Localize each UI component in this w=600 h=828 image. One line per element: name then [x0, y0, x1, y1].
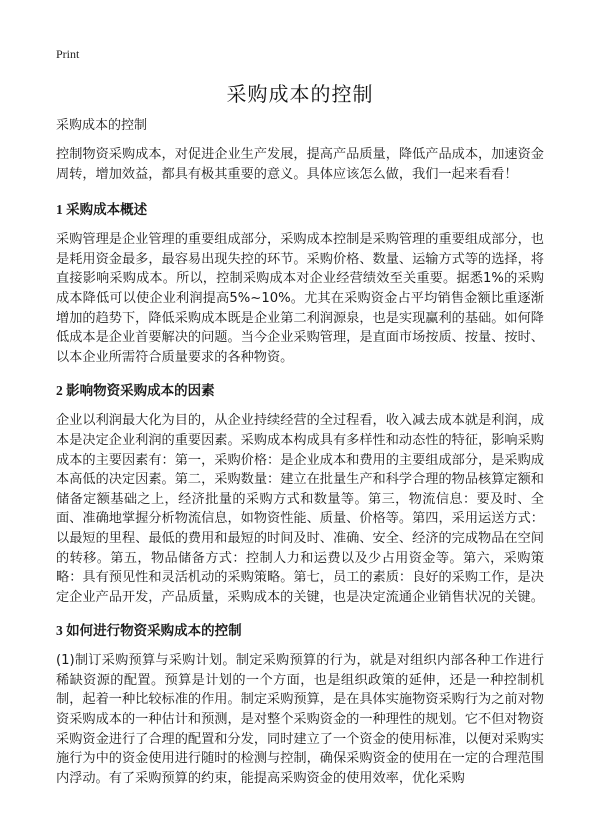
- section-factors: [56, 381, 544, 607]
- document-body: [56, 116, 544, 802]
- section-heading: 1 采购成本概述: [56, 202, 148, 218]
- section-control: [56, 621, 544, 788]
- intro-paragraph: 控制物资采购成本，对促进企业生产发展，提高产品质量，降低产品成本，加速资金周转，增加效益，都具有极其重要的意义。具体应该怎么做，我们一起来看看！: [56, 147, 544, 182]
- article-subtitle: 采购成本的控制: [56, 118, 148, 133]
- section-paragraph: (1)制订采购预算与采购计划。制定采购预算的行为，就是对组织内部各种工作进行稀缺资源的配置。预算是计划的一个方面，也是组织政策的延伸，还是一种控制机制，起着一种比较标准的作用。制定采购预算，是在具体实施物资采购行为之前对物资采购成本的一种估计和预测，是对整个采购资金的一种理性的规划。它不但对物资采购资金进行了合理的配置和分发，同时建立了一个资金的使用标准，以便对采购实施行为中的资金使用进行随时的检测与控制，确保采购资金的使用在一定的合理范围内浮动。有了采购预算的约束，能提高采购资金的使用效率，优化采购: [56, 653, 544, 786]
- page-title: 采购成本的控制: [226, 82, 374, 106]
- section-overview: [56, 200, 544, 367]
- print-label: Print: [56, 47, 80, 61]
- section-heading: 2 影响物资采购成本的因素: [56, 383, 215, 399]
- section-paragraph: 采购管理是企业管理的重要组成部分，采购成本控制是采购管理的重要组成部分，也是耗用资金最多，最容易出现失控的环节。采购价格、数量、运输方式等的选择，将直接影响采购成本。所以，控制采购成本对企业经营绩效至关重要。据悉1%的采购成本降低可以使企业利润提高5%~10%。尤其在采购资金占平均销售金额比重逐渐增加的趋势下，降低采购成本既是企业第二利润源泉，也是实现赢利的基础。如何降低成本是企业首要解决的问题。当今企业采购管理，是直面市场按质、按量、按时、以本企业所需符合质量要求的各种物资。: [56, 232, 544, 365]
- section-paragraph: 企业以利润最大化为目的，从企业持续经营的全过程看，收入减去成本就是利润，成本是决定企业利润的重要因素。采购成本构成具有多样性和动态性的特征，影响采购成本的主要因素有：第一，采购价格：是企业成本和费用的主要组成部分，是采购成本高低的决定因素。第二，采购数量：建立在批量生产和科学合理的物品核算定额和储备定额基础之上，经济批量的采购方式和数量等。第三，物流信息：要及时、全面、准确地掌握分析物流信息，如物资性能、质量、价格等。第四，采用运送方式：以最短的里程、最低的费用和最短的时间及时、准确、安全、经济的完成物品在空间的转移。第五，物品储备方式：控制人力和运费以及少占用资金等。第六，采购策略：具有预见性和灵活机动的采购策略。第七，员工的素质：良好的采购工作，是决定企业产品开发，产品质量，采购成本的关键，也是决定流通企业销售状况的关键。: [56, 413, 544, 605]
- section-heading: 3 如何进行物资采购成本的控制: [56, 623, 242, 639]
